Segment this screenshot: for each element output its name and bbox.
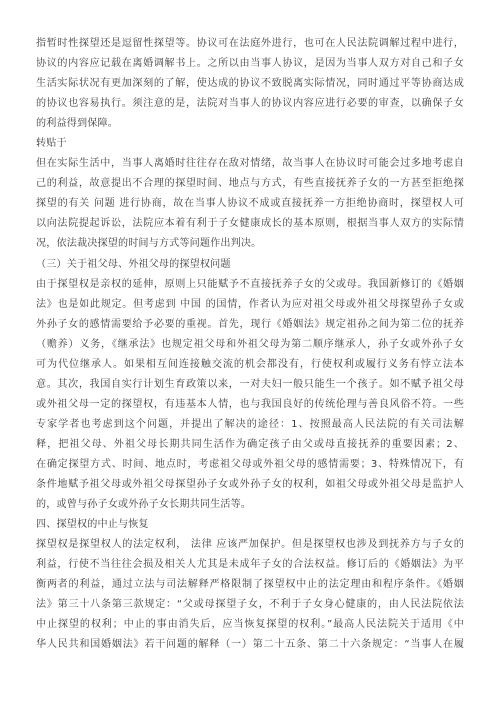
- text-line: 以向法院提起诉讼，法院应本着有利于子女健康成长的基本原则，根据当事人双方的实际情: [36, 218, 464, 230]
- document-body: [36, 34, 464, 655]
- text-line: 法》第三十八条第三款规定：“父或母探望子女，不利于子女身心健康的，由人民法院依法: [36, 599, 464, 611]
- section-heading: （三）关于祖父母、外祖父母的探望权问题: [36, 258, 231, 270]
- section-heading: 四、探望权的中止与恢复: [36, 519, 149, 531]
- text-line: 协议的内容应记载在离婚调解书上。之所以由当事人协议，是因为当事人双方对自己和子女: [36, 58, 464, 70]
- text-line: 指暂时性探望还是逗留性探望等。协议可在法庭外进行，也可在人民法院调解过程中进行，: [36, 38, 464, 49]
- text-line: 或外祖父母一定的探望权，有违基本人情，也与我国良好的传统伦理与善良风俗不符。一些: [36, 398, 464, 410]
- text-line: 的利益得到保障。: [36, 118, 118, 130]
- text-line: 法》也是如此规定。但考虑到 中国 的国情，作者认为应对祖父母或外祖父母探望孙子女或: [36, 298, 464, 310]
- text-line: 利益，行使不当往往会损及相关人尤其是未成年子女的合法权益。修订后的《婚姻法》为平: [36, 559, 464, 571]
- text-line: 己的利益，故意提出不合理的探望时间、地点与方式，有些直接抚养子女的一方甚至拒绝探: [36, 178, 464, 190]
- text-line: 可为代位继承人。如果相互间连接触交流的机会都没有，行使权利或履行义务有悖立法本: [36, 358, 464, 370]
- text-line: 衡两者的利益，通过立法与司法解释严格限制了探望权中止的法定理由和程序条件。《婚姻: [36, 579, 464, 591]
- text-line: 况，依法裁决探望的时间与方式等问题作出判决。: [36, 238, 262, 250]
- text-line: 在确定探望方式、时间、地点时，考虑祖父母或外祖父母的感情需要；3、特殊情况下，有: [36, 458, 464, 470]
- text-line: 的协议也容易执行。须注意的是，法院对当事人的协议内容应进行必要的审查，以确保子女: [36, 98, 464, 110]
- text-line: （赡养）义务，《继承法》也规定祖父母和外祖父母为第二顺序继承人，孙子女或外孙子女: [36, 338, 464, 350]
- section-heading: 转贴于: [36, 138, 67, 150]
- text-line: 意。其次，我国自实行计划生育政策以来，一对夫妇一般只能生一个孩子。如不赋予祖父母: [36, 378, 464, 390]
- text-line: 华人民共和国婚姻法》若干问题的解释（一）第二十五条、第二十六条规定：“当事人在履: [36, 639, 464, 651]
- text-line: 中止探望的权利；中止的事由消失后，应当恢复探望的权利。”最高人民法院关于适用《中: [36, 619, 464, 631]
- text-line: 外孙子女的感情需要给予必要的重视。首先，现行《婚姻法》规定祖孙之间为第二位的抚养: [36, 318, 464, 330]
- text-line: 由于探望权是亲权的延伸，原则上只能赋予不直接抚养子女的父或母。我国新修订的《婚姻: [36, 278, 464, 290]
- text-line: 生活实际状况有更加深刻的了解，使达成的协议不致脱离实际情况，同时通过平等协商达成: [36, 78, 464, 90]
- text-line: 探望权是探望权人的法定权利， 法律 应该严加保护。但是探望权也涉及到抚养方与子女的: [36, 539, 464, 551]
- text-line: 释，把祖父母、外祖父母长期共同生活作为确定孩子由父或母直接抚养的重要因素；2、: [36, 438, 464, 450]
- text-line: 的，或曾与孙子女或外孙子女长期共同生活等。: [36, 499, 252, 511]
- text-line: 但在实际生活中，当事人离婚时往往存在敌对情绪，故当事人在协议时可能会过多地考虑自: [36, 158, 464, 170]
- text-line: 探望的有关 问题 进行协商，故在当事人协议不成或直接抚养一方拒绝协商时，探望权人可: [36, 198, 464, 210]
- text-line: 专家学者也考虑到这个问题，并提出了解决的途径：1、按照最高人民法院的有关司法解: [36, 418, 464, 430]
- text-line: 条件地赋予祖父母或外祖父母探望孙子女或外孙子女的权利，如祖父母或外祖父母是监护人: [36, 479, 464, 491]
